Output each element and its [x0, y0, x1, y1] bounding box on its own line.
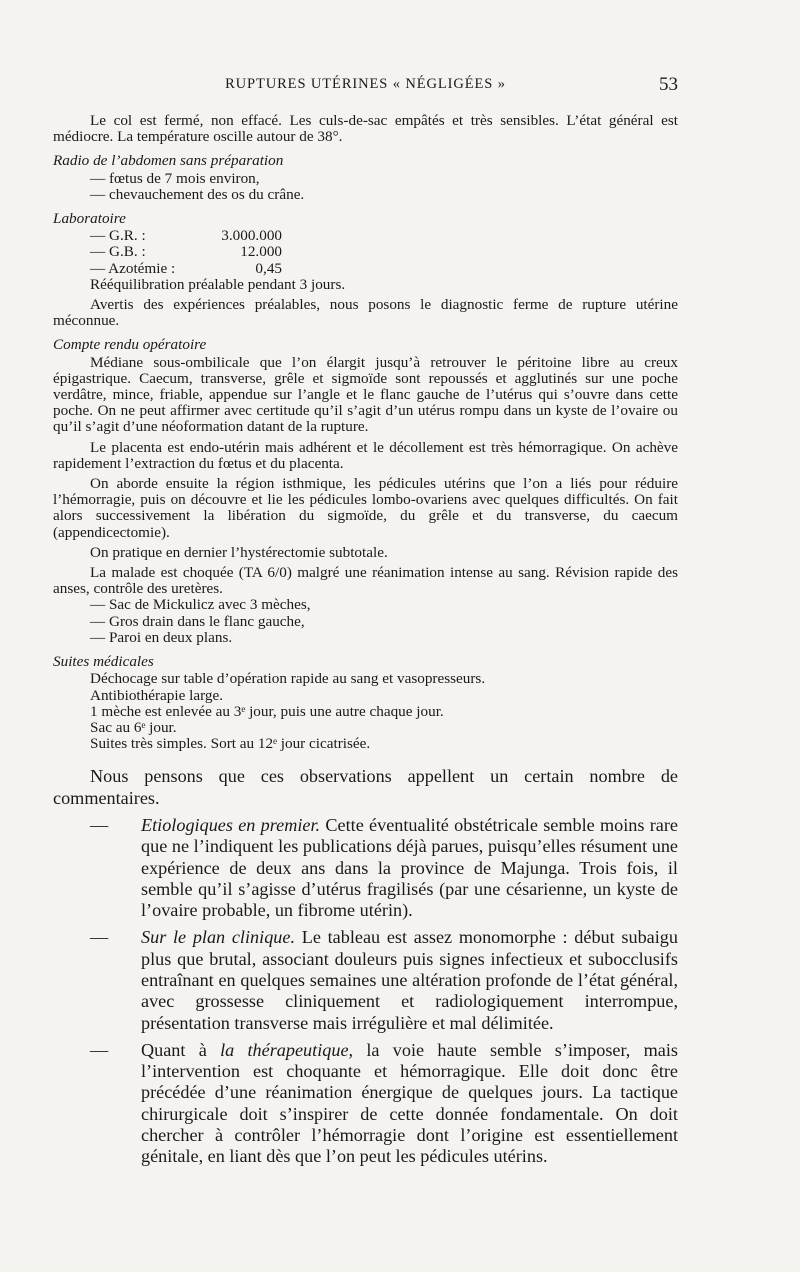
point-text: Cette éventualité obstétricale semble moins rare que ne l’indiquent les publications déjà parues, puisqu’elles résument une expérience de deux ans dans la province de Majunga. Trois fois, il semble qu’il s’agisse d’utérus fragilisés (par une césarienne, un kyste de l’ovaire probable, un fibrome utérin). [141, 814, 679, 921]
operative-item: — Gros drain dans le flanc gauche, [90, 612, 305, 630]
lab-row [53, 228, 678, 244]
section-heading-laboratoire: Laboratoire [53, 210, 126, 228]
point-lead: Sur le plan clinique. [141, 927, 295, 948]
lab-note: Rééquilibration préalable pendant 3 jours. [90, 275, 346, 293]
page-number: 53 [659, 74, 678, 95]
suites-item: Suites très simples. Sort au 12ᵉ jour cicatrisée. [90, 735, 371, 753]
section-heading-suites: Suites médicales [53, 653, 154, 671]
lab-label: — Azotémie : [90, 259, 176, 277]
dash-mark: — [90, 814, 109, 835]
dash-mark: — [90, 927, 109, 948]
case-report [53, 113, 678, 752]
point-text: Le tableau est assez monomorphe : début subaigu plus que brutal, associant douleurs puis signes infectieux et subocclusifs entraînant en quelques semaines une altération profonde de l’état général, avec grossesse cliniquement et radiologiquement interrompue, présentation transverse mais irrégulière et mal délimitée. [141, 927, 678, 1033]
section-heading-compte-rendu: Compte rendu opératoire [53, 336, 207, 354]
suites-item: Sac au 6ᵉ jour. [90, 718, 177, 736]
commentary-point [53, 927, 678, 1033]
suites-item: 1 mèche est enlevée au 3ᵉ jour, puis une autre chaque jour. [90, 702, 444, 720]
lab-value: 12.000 [240, 243, 282, 261]
operative-paragraph: On pratique en dernier l’hystérectomie subtotale. [90, 543, 388, 561]
radio-item: — chevauchement des os du crâne. [90, 185, 305, 203]
suites-item: Antibiothérapie large. [90, 686, 223, 704]
operative-paragraph: Médiane sous-ombilicale que l’on élargit jusqu’à retrouver le péritoine libre au creux épigastrique. Caecum, transverse, grêle et sigmoïde sont repoussés et agglutinés sur une poche verdâtre, mince, friable, appendue sur l’angle et le flanc gauche de l’utérus qui s’ouvre dans cette poche. On ne peut affirmer avec certitude qu’il s’agit d’un utérus rompu dans un kyste de l’ovaire ou qu’il s’agit d’une néoformation datant de la rupture. [53, 353, 678, 436]
running-title: RUPTURES UTÉRINES « NÉGLIGÉES » [225, 76, 506, 92]
operative-item: — Sac de Mickulicz avec 3 mèches, [90, 596, 311, 614]
point-pre: Quant à [141, 1039, 221, 1060]
suites-item: Déchocage sur table d’opération rapide au sang et vasopresseurs. [90, 670, 486, 688]
commentary-section [53, 766, 678, 1167]
commentary-intro: Nous pensons que ces observations appellent un certain nombre de commentaires. [53, 766, 678, 808]
radio-item: — fœtus de 7 mois environ, [90, 169, 260, 187]
intro-paragraph: Le col est fermé, non effacé. Les culs-de-sac empâtés et très sensibles. L’état général est médiocre. La température oscille autour de 38°. [53, 112, 678, 146]
operative-paragraph: On aborde ensuite la région isthmique, les pédicules utérins que l’on a liés pour réduire l’hémorragie, puis on découvre et lie les pédicules lombo-ovariens avec quelques difficultés. On fait alors successivement la libération du sigmoïde, du grêle et du transverse, du caecum (appendicectomie). [53, 475, 678, 541]
operative-item: — Paroi en deux plans. [90, 628, 233, 646]
section-heading-radio: Radio de l’abdomen sans préparation [53, 152, 284, 170]
lab-row [53, 244, 678, 260]
operative-paragraph: La malade est choquée (TA 6/0) malgré une réanimation intense au sang. Révision rapide des anses, contrôle des uretères. [53, 564, 678, 598]
lab-value: 3.000.000 [221, 227, 282, 245]
commentary-point [53, 1040, 678, 1168]
point-lead: la thérapeutique, [220, 1039, 354, 1060]
point-lead: Etiologiques en premier. [141, 814, 321, 835]
lab-label: — G.B. : [90, 243, 146, 261]
diagnosis-paragraph: Avertis des expériences préalables, nous posons le diagnostic ferme de rupture utérine méconnue. [53, 296, 678, 330]
operative-paragraph: Le placenta est endo-utérin mais adhérent et le décollement est très hémorragique. On achève rapidement l’extraction du fœtus et du placenta. [53, 438, 678, 472]
dash-mark: — [90, 1039, 109, 1060]
page-header [53, 76, 678, 100]
point-text: la voie haute semble s’imposer, mais l’intervention est choquante et hémorragique. Elle doit donc être précédée d’une réanimation énergique de quelques jours. La tactique chirurgicale doit s’inspirer de cette donnée fondamentale. On doit chercher à contrôler l’hémorragie dont l’origine est essentiellement génitale, en liant dès que l’on peut les pédicules utérins. [141, 1039, 678, 1167]
lab-row [53, 261, 678, 277]
lab-label: — G.R. : [90, 227, 146, 245]
commentary-point [53, 815, 678, 921]
page-body [53, 113, 678, 1168]
lab-value: 0,45 [255, 259, 282, 277]
